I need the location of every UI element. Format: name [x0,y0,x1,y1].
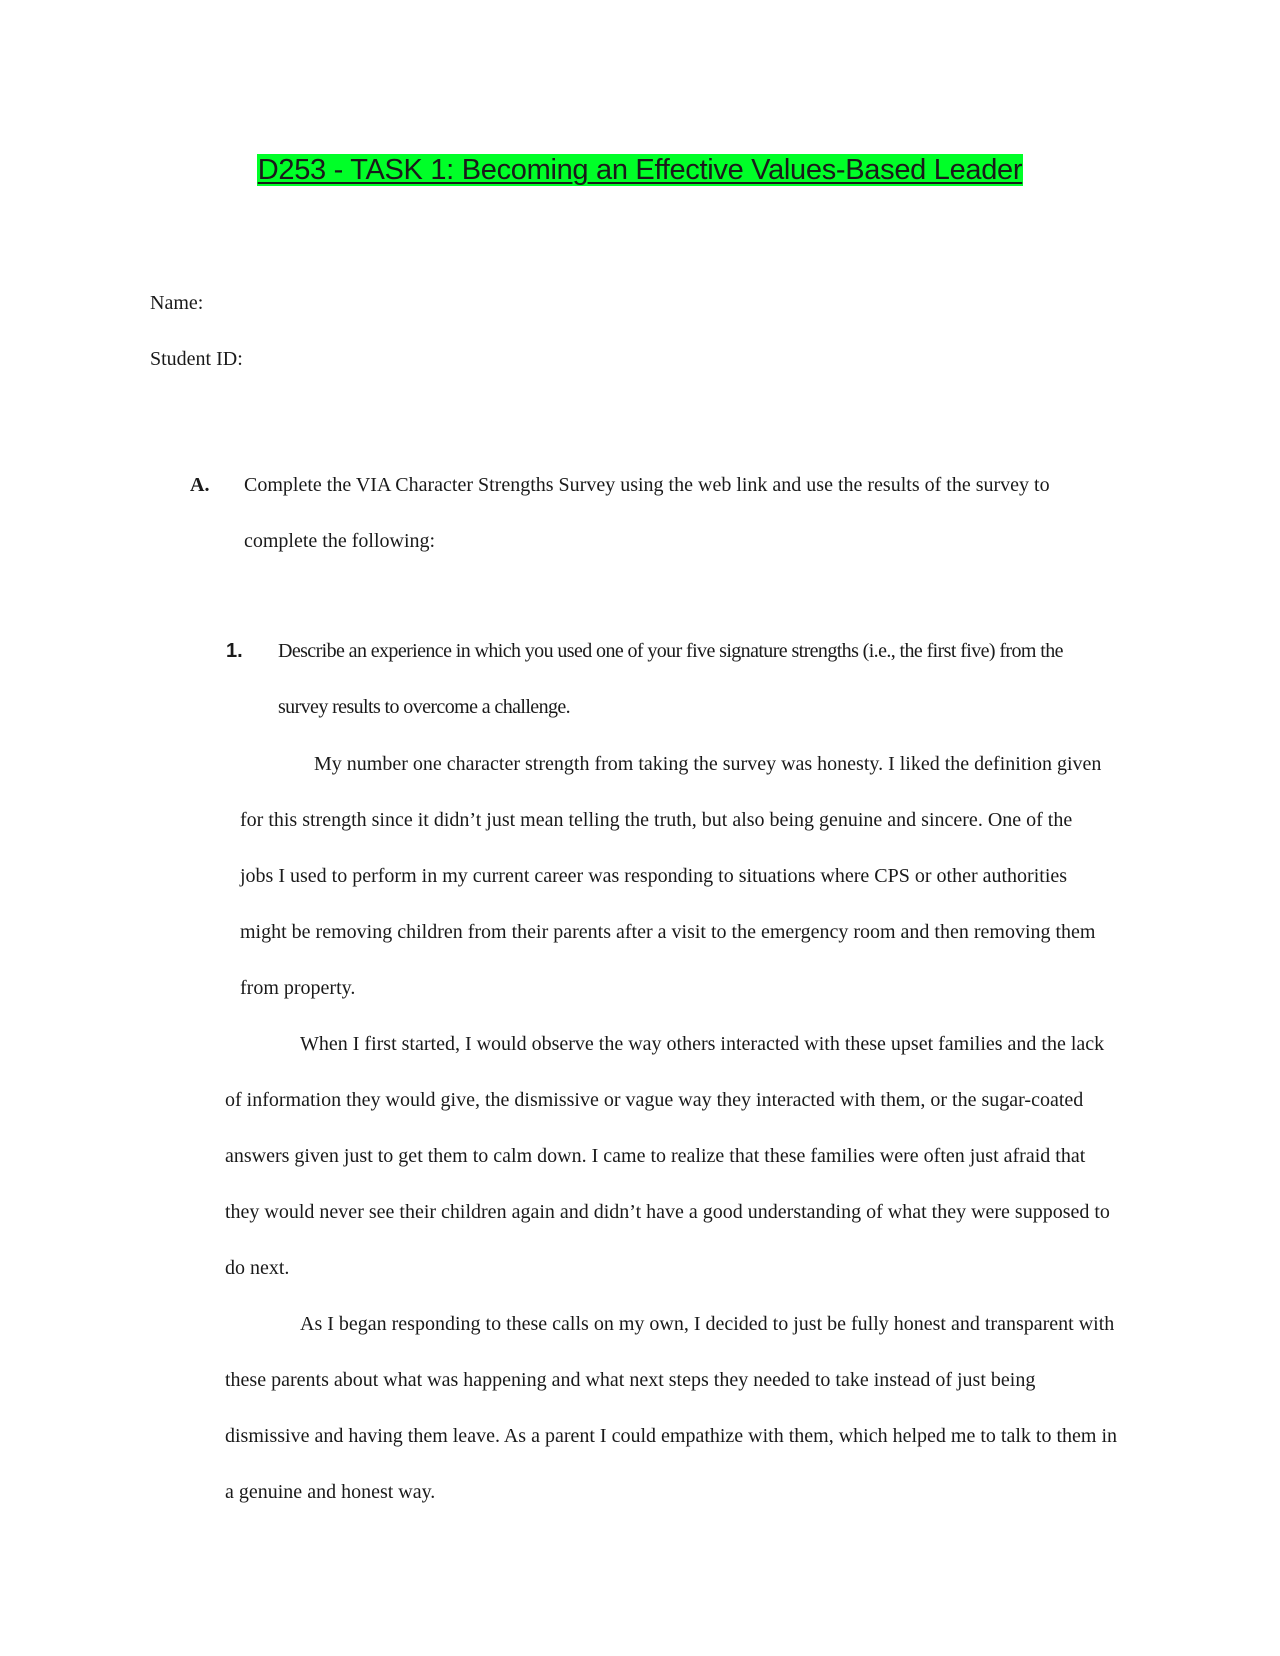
question-1-item [226,623,1102,735]
page-title [0,150,1280,190]
question-1 [226,623,1102,735]
page-title-text: D253 - TASK 1: Becoming an Effective Values-Based Leader [257,154,1023,186]
question-1-text: Describe an experience in which you used one of your five signature strengths (i.e., the first five) from the survey results to overcome a challenge. [278,640,1063,718]
question-1-marker: 1. [226,640,243,662]
student-id-label: Student ID: [150,348,243,370]
answer-paragraph-2: When I first started, I would observe the way others interacted with these upset families and the lack of information they would give, the dismissive or vague way they interacted with them, or the sugar-coated answers given just to get them to calm down. I came to realize that these families were often just afraid that they would never see their children again and didn’t have a good understanding of what they were supposed to do next. [225,1033,1110,1279]
section-a-marker: A. [190,474,210,496]
answer-paragraph-1: My number one character strength from taking the survey was honesty. I liked the definition given for this strength since it didn’t just mean telling the truth, but also being genuine and sincere. One of the jobs I used to perform in my current career was responding to situations where CPS or other authorities might be removing children from their parents after a visit to the emergency room and then removing them from property. [240,753,1102,999]
answer-paragraph-3: As I began responding to these calls on my own, I decided to just be fully honest and transparent with these parents about what was happening and what next steps they needed to take instead of just being dismissive and having them leave. As a parent I could empathize with them, which helped me to talk to them in a genuine and honest way. [225,1313,1118,1503]
name-label: Name: [150,292,204,314]
section-a-text: Complete the VIA Character Strengths Survey using the web link and use the results of the survey to complete the following: [244,474,1050,552]
section-a [190,457,1107,569]
section-a-item [190,457,1107,569]
